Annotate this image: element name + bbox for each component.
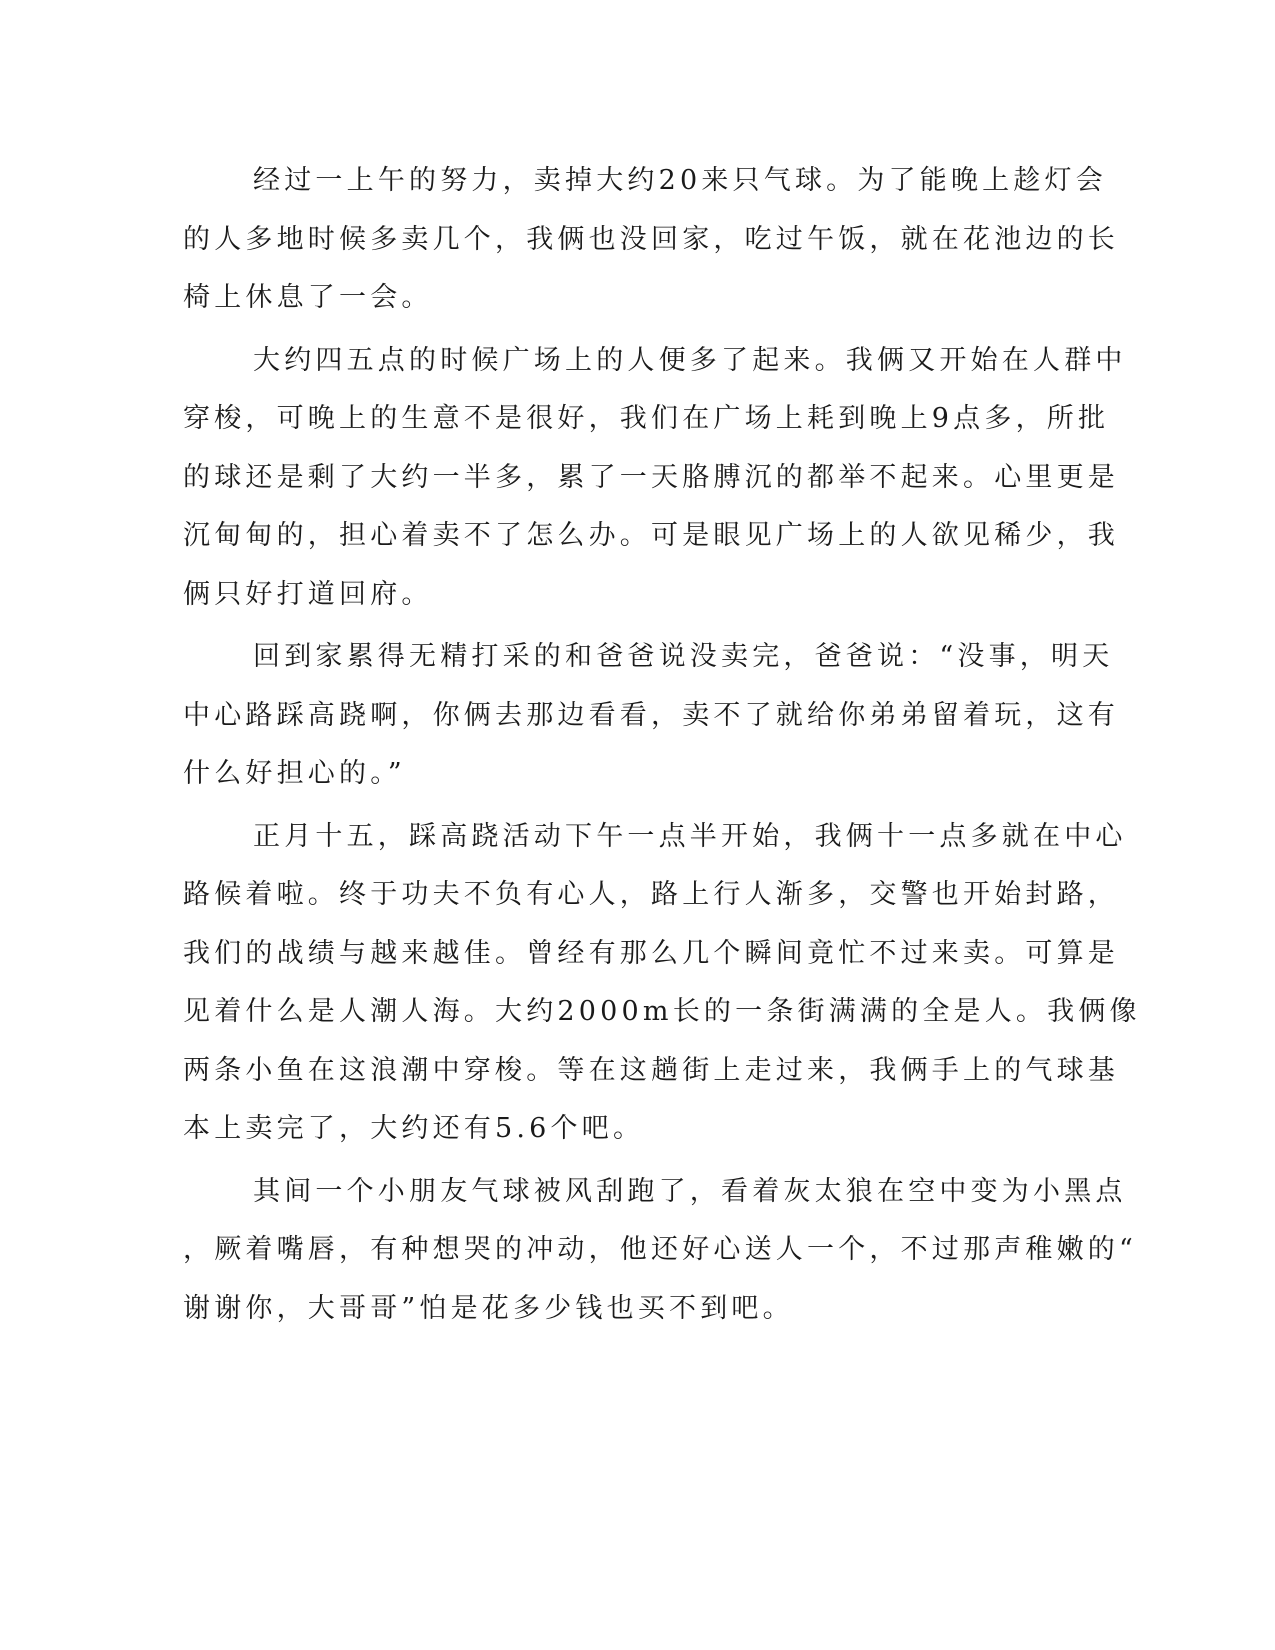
text-line: 其间一个小朋友气球被风刮跑了，看着灰太狼在空中变为小黑点	[253, 1175, 1127, 1207]
text-line: 路候着啦。终于功夫不负有心人，路上行人渐多，交警也开始封路，	[183, 879, 1119, 910]
text-line: 椅上休息了一会。	[183, 282, 433, 313]
text-line: 的球还是剩了大约一半多，累了一天胳膊沉的都举不起来。心里更是	[183, 461, 1119, 493]
text-line: 沉甸甸的，担心着卖不了怎么办。可是眼见广场上的人欲见稀少，我	[183, 520, 1119, 551]
text-line: 中心路踩高跷啊，你俩去那边看看，卖不了就给你弟弟留着玩，这有	[183, 699, 1119, 731]
text-line: 本上卖完了，大约还有5.6个吧。	[183, 1113, 645, 1144]
text-line: 正月十五，踩高跷活动下午一点半开始，我俩十一点多就在中心	[253, 820, 1127, 852]
text-line: 的人多地时候多卖几个，我俩也没回家，吃过午饭，就在花池边的长	[183, 223, 1119, 255]
text-line: 两条小鱼在这浪潮中穿梭。等在这趟街上走过来，我俩手上的气球基	[183, 1054, 1119, 1086]
text-line: 什么好担心的。”	[183, 758, 406, 789]
text-line: 穿梭，可晚上的生意不是很好，我们在广场上耗到晚上9点多，所批	[183, 403, 1110, 434]
text-line: 见着什么是人潮人海。大约2000m长的一条街满满的全是人。我俩像	[183, 996, 1141, 1027]
text-line: 大约四五点的时候广场上的人便多了起来。我俩又开始在人群中	[253, 344, 1127, 376]
paragraph-3	[183, 628, 1119, 804]
document-body	[183, 152, 1141, 1342]
text-line: 俩只好打道回府。	[183, 578, 433, 610]
paragraph-4	[183, 808, 1141, 1159]
text-line: 我们的战绩与越来越佳。曾经有那么几个瞬间竟忙不过来卖。可算是	[183, 937, 1119, 969]
paragraph-2	[183, 332, 1127, 625]
text-line: 回到家累得无精打采的和爸爸说没卖完，爸爸说：“没事，明天	[253, 641, 1114, 672]
paragraph-1	[183, 152, 1119, 328]
paragraph-5	[183, 1163, 1138, 1339]
text-line: 谢谢你，大哥哥”怕是花多少钱也买不到吧。	[183, 1292, 794, 1324]
text-line: ，厥着嘴唇，有种想哭的冲动，他还好心送人一个，不过那声稚嫩的“	[183, 1234, 1138, 1265]
text-line: 经过一上午的努力，卖掉大约20来只气球。为了能晚上趁灯会	[253, 165, 1107, 196]
